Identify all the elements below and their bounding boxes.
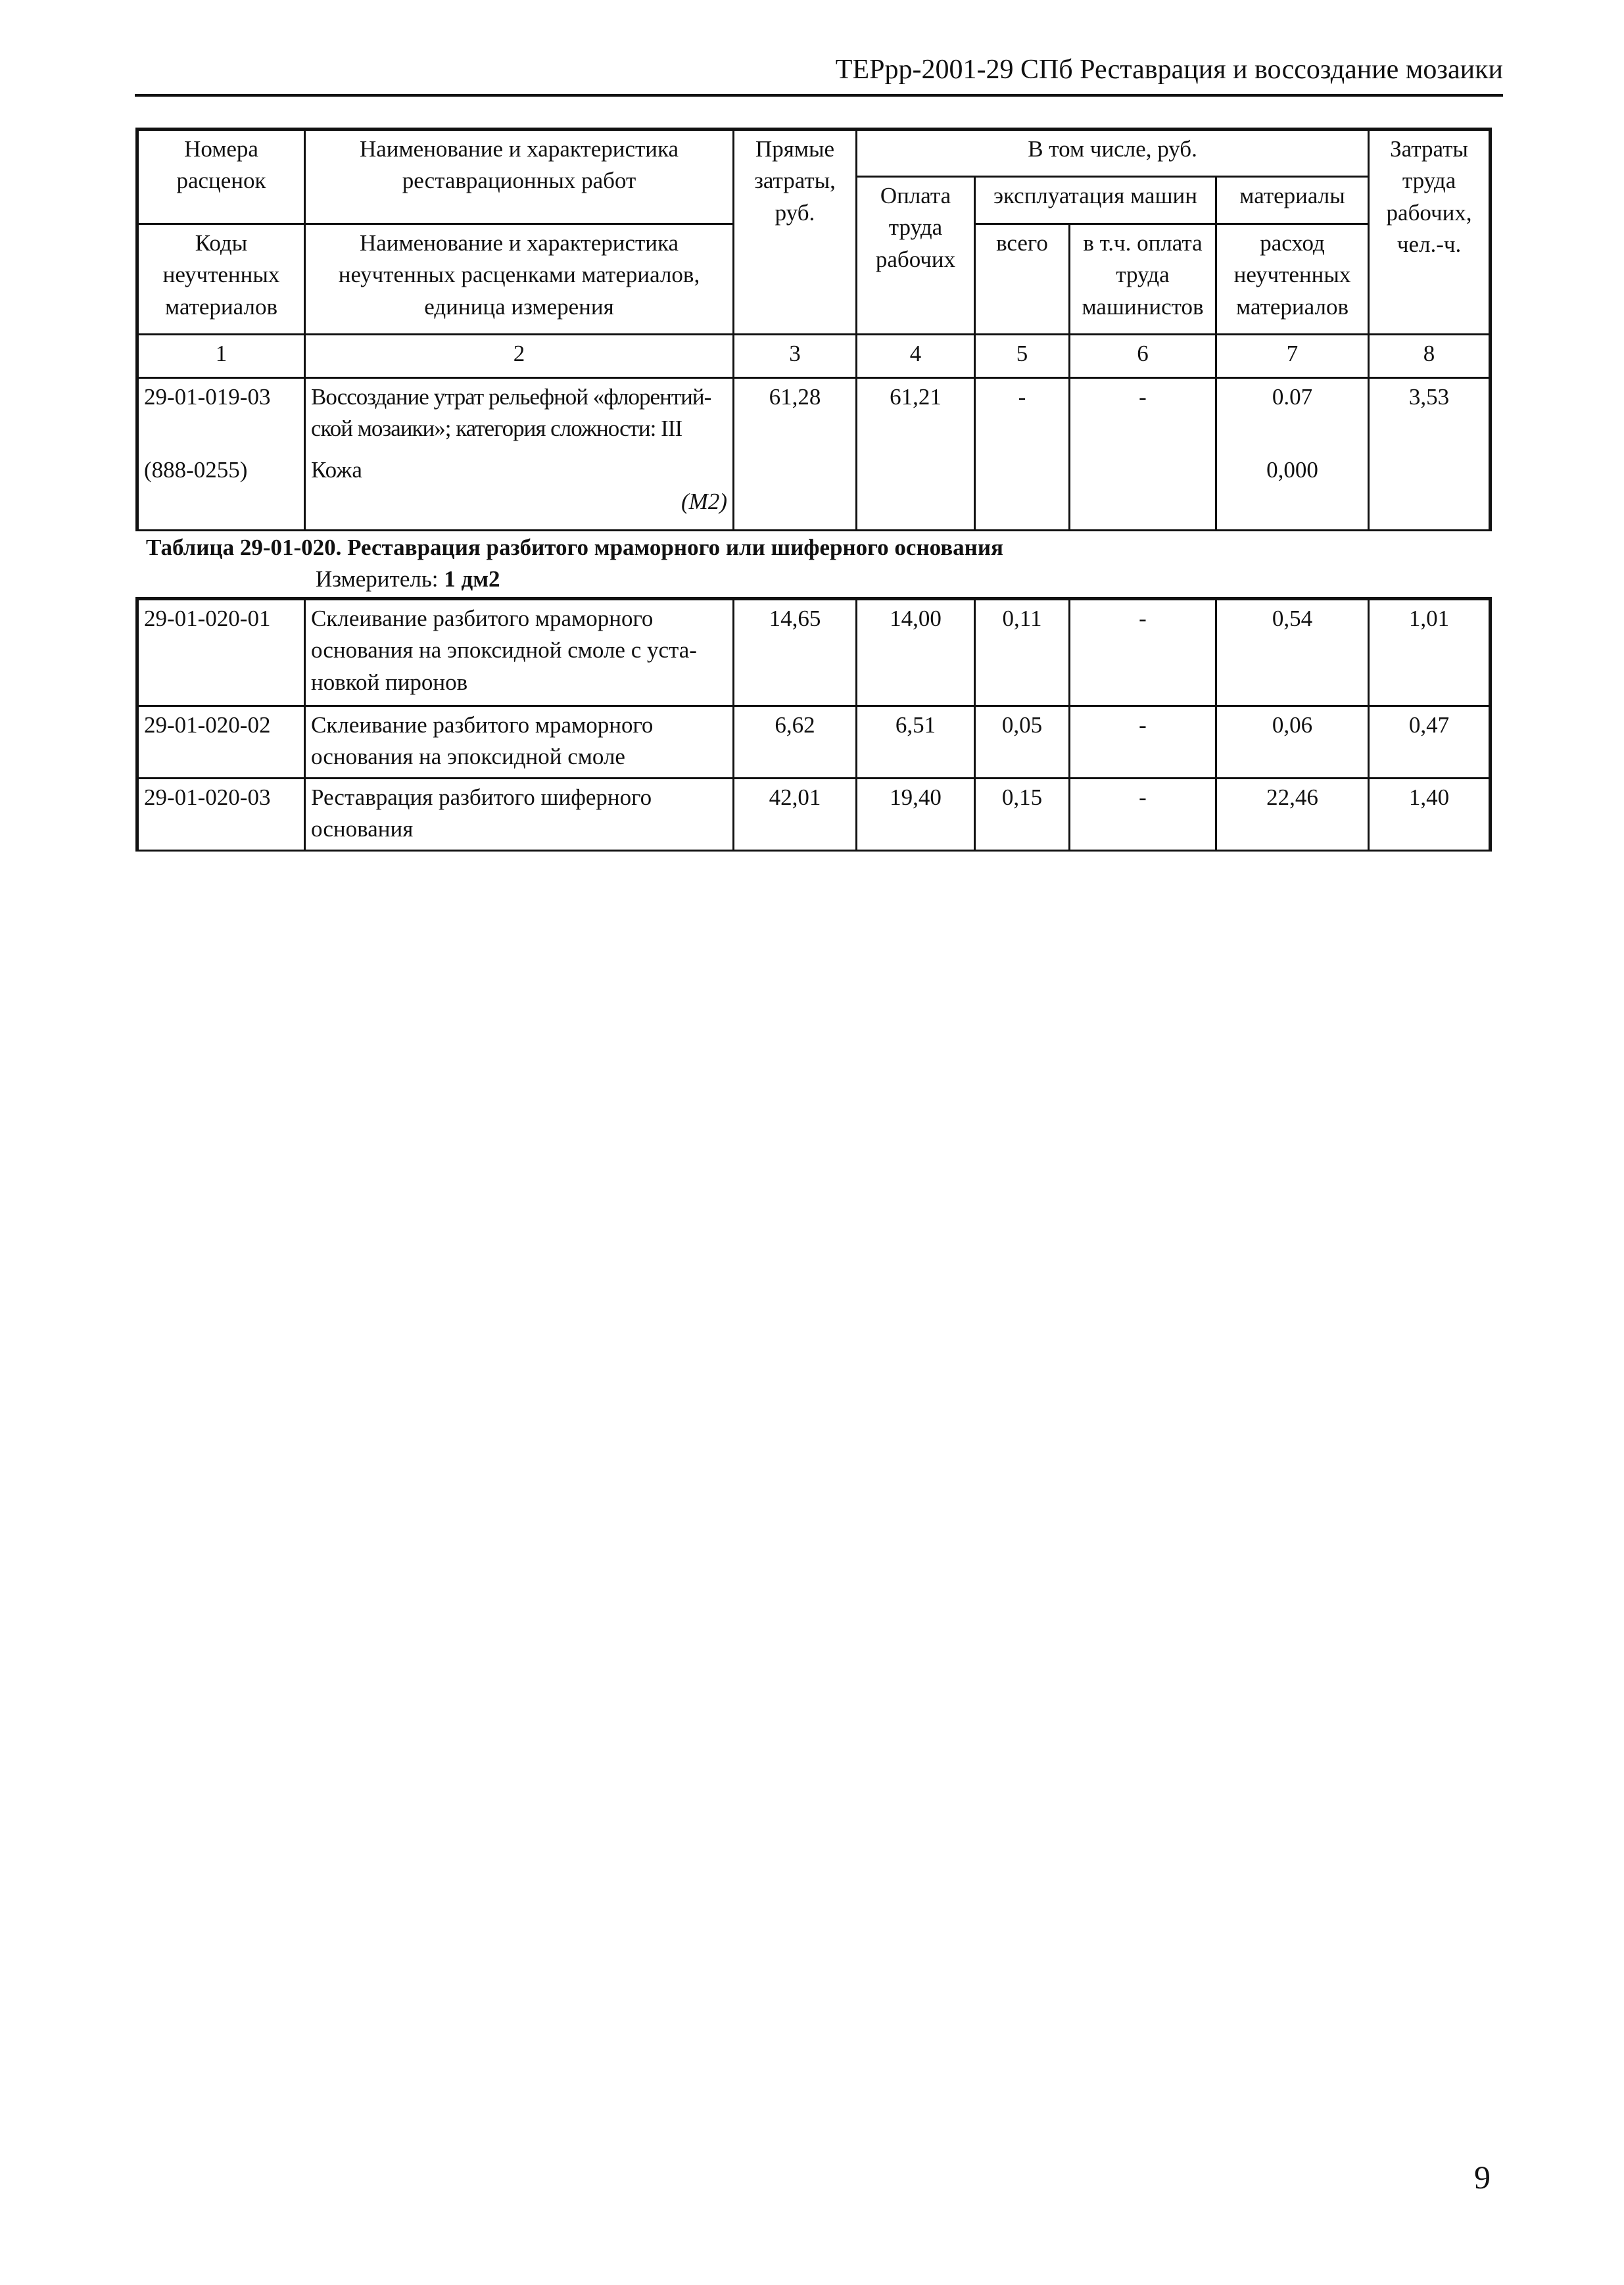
labor-pay: 61,21 [857,378,975,452]
empty-cell [1369,452,1491,531]
table-row [137,779,1491,851]
material-unit: (М2) [681,488,727,514]
column-number: 4 [857,335,975,378]
page-number: 9 [1474,2159,1491,2196]
rates-table-020 [135,597,1492,852]
rate-name: Склеивание разбитого мраморного основания на эпоксидной смоле с уста-новкой пиронов [305,599,734,706]
labor-hours: 0,47 [1369,706,1491,779]
table-caption: Таблица 29-01-020. Реставрация разбитого мраморного или шиферного основания [146,535,1003,560]
header-machines-group: эксплуатация машин [975,177,1216,224]
materials-cost: 22,46 [1216,779,1369,851]
material-cell [305,452,734,531]
header-labor-pay: Оплата труда рабочих [857,177,975,335]
header-rate-numbers: Номера расценок [137,130,305,224]
labor-pay: 19,40 [857,779,975,851]
table-row-material [137,452,1491,531]
labor-hours: 1,40 [1369,779,1491,851]
materials-cost: 0,06 [1216,706,1369,779]
rate-code: 29-01-020-01 [137,599,305,706]
labor-pay: 14,00 [857,599,975,706]
header-rule [135,94,1503,97]
machines-total: 0,15 [975,779,1070,851]
rate-code: 29-01-020-02 [137,706,305,779]
empty-cell [857,452,975,531]
materials-cost: 0.07 [1216,378,1369,452]
measure-label: Измеритель: [316,566,439,592]
machinists-pay: - [1070,779,1216,851]
running-header-title: ТЕРрр-2001-29 СПб Реставрация и воссоздание мозаики [835,55,1503,85]
column-number: 3 [734,335,857,378]
header-materials-consumption: расход неучтенных материалов [1216,224,1369,335]
rate-name: Воссоздание утрат рельефной «флорентий-ской мозаики»; категория сложности: III [305,378,734,452]
direct-costs: 61,28 [734,378,857,452]
header-materials-group: материалы [1216,177,1369,224]
column-number: 1 [137,335,305,378]
rate-name: Склеивание разбитого мраморного основания на эпоксидной смоле [305,706,734,779]
machines-total: 0,11 [975,599,1070,706]
labor-pay: 6,51 [857,706,975,779]
table-row [137,378,1491,452]
header-work-name: Наименование и характеристика реставрационных работ [305,130,734,224]
header-machines-total: всего [975,224,1070,335]
empty-cell [975,452,1070,531]
direct-costs: 6,62 [734,706,857,779]
column-number: 8 [1369,335,1491,378]
machinists-pay: - [1070,599,1216,706]
table-measure [316,566,500,592]
empty-cell [1070,452,1216,531]
column-number: 2 [305,335,734,378]
measure-value: 1 дм2 [444,566,500,592]
table-row [137,599,1491,706]
column-numbers-row [137,335,1491,378]
material-name: Кожа [311,456,362,483]
header-material-name: Наименование и характеристика неучтенных расценками материалов, единица измерения [305,224,734,335]
header-labor-hours: Затраты труда рабочих, чел.-ч. [1369,130,1491,335]
rate-code: 29-01-020-03 [137,779,305,851]
material-consumption: 0,000 [1216,452,1369,531]
labor-hours: 3,53 [1369,378,1491,452]
header-direct-costs: Прямые затраты, руб. [734,130,857,335]
machines-total: 0,05 [975,706,1070,779]
direct-costs: 14,65 [734,599,857,706]
rate-name: Реставрация разбитого шиферного основания [305,779,734,851]
header-including-group: В том числе, руб. [857,130,1369,177]
rate-code: 29-01-019-03 [137,378,305,452]
material-code: (888-0255) [137,452,305,531]
materials-cost: 0,54 [1216,599,1369,706]
labor-hours: 1,01 [1369,599,1491,706]
header-material-codes: Коды неучтенных материалов [137,224,305,335]
column-number: 6 [1070,335,1216,378]
machines-total: - [975,378,1070,452]
header-machinists-pay: в т.ч. оплата труда машинистов [1070,224,1216,335]
rates-table-header [135,128,1492,531]
empty-cell [734,452,857,531]
column-number: 7 [1216,335,1369,378]
table-row [137,706,1491,779]
column-number: 5 [975,335,1070,378]
machinists-pay: - [1070,706,1216,779]
machinists-pay: - [1070,378,1216,452]
direct-costs: 42,01 [734,779,857,851]
